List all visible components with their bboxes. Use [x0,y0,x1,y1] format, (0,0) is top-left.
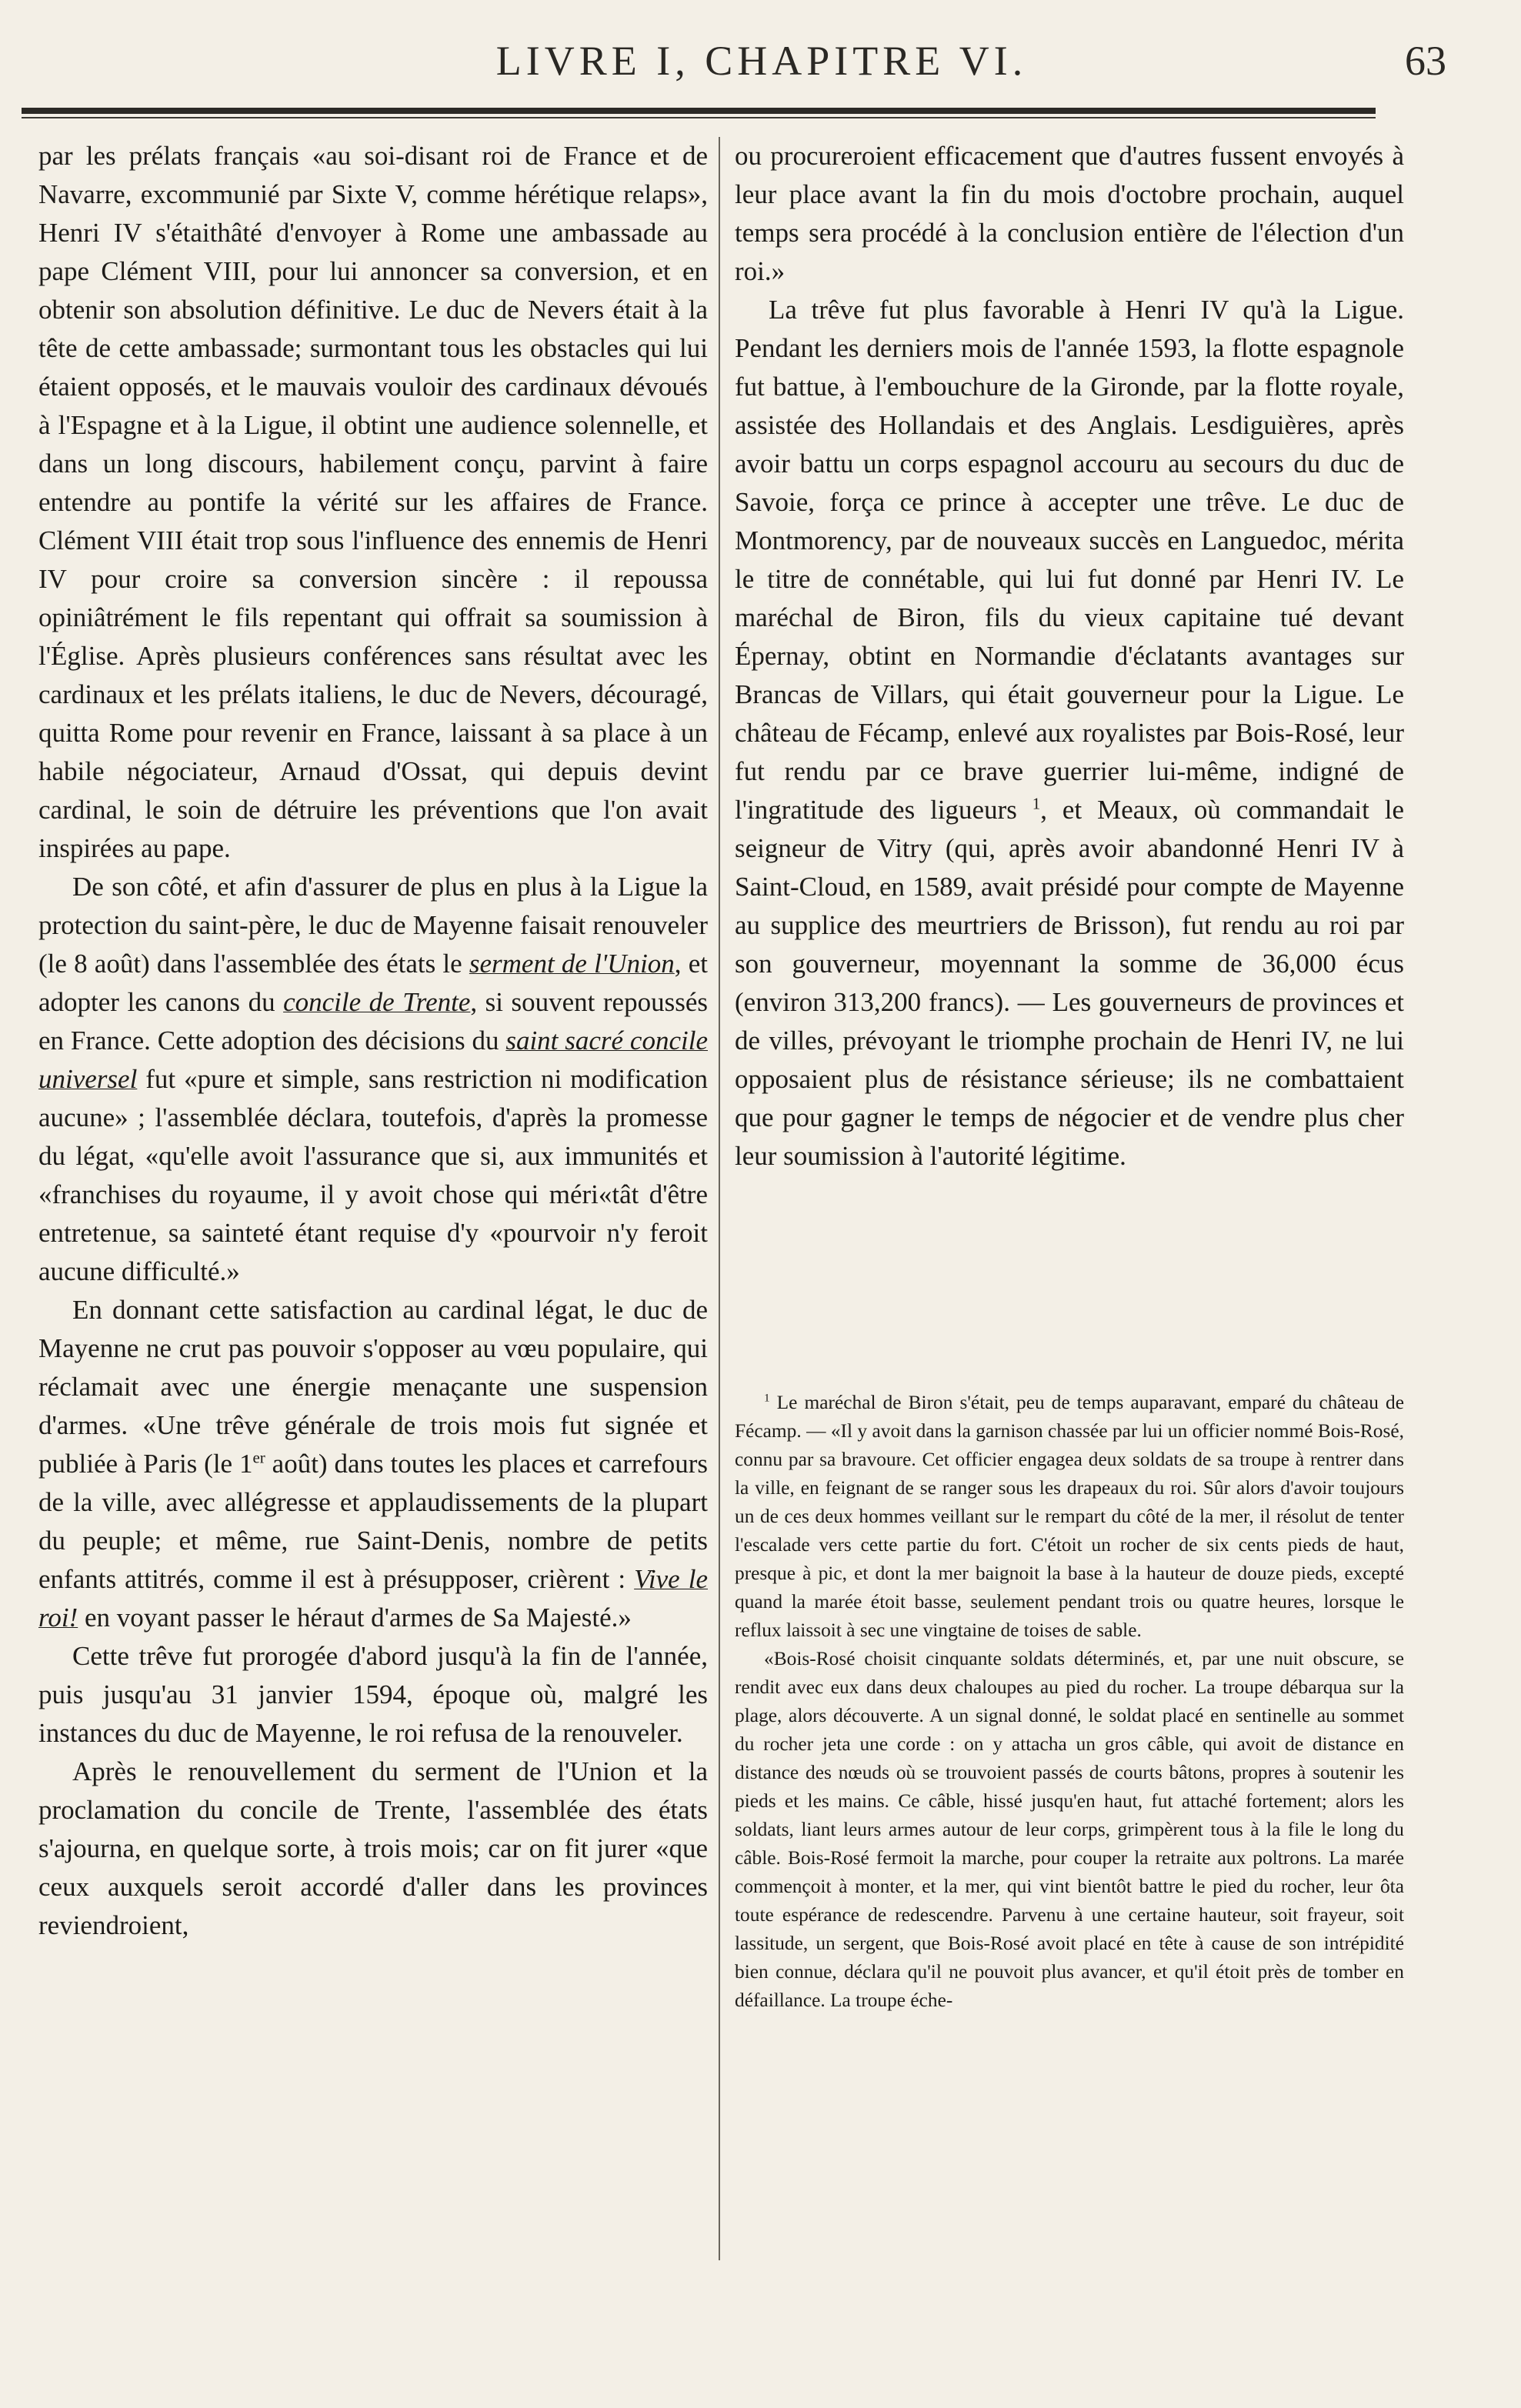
header-rule-thick [22,108,1376,114]
footnotes [735,1389,1404,2015]
italic-term: Vive le roi! [38,1564,708,1633]
header-rule-thin [22,117,1376,118]
footnote-mark: 1 [764,1391,770,1405]
italic-term: saint sacré concile universel [38,1026,708,1094]
paragraph [38,1291,708,1637]
paragraph: Cette trêve fut prorogée d'abord jusqu'à la fin de l'année, puis jusqu'au 31 janvier 1594, époque où, malgré les instances du duc de Mayenne, le roi refusa de la renouveler. [38,1641,708,1748]
running-title: LIVRE I, CHAPITRE VI. [495,38,1028,84]
paragraph [735,291,1404,1176]
paragraph-text: , et adopter les canons du [38,949,708,1017]
paragraph-text: En donnant cette satisfaction au cardinal légat, le duc de Mayenne ne crut pas pouvoir s'opposer au vœu populaire, qui réclamait avec une énergie menaçante une suspension d'armes. «Une trêve générale de trois mois fut signée et publiée à Paris (le 1 [38,1295,708,1479]
paragraph-text: De son côté, et afin d'assurer de plus en plus à la Ligue la protection du saint-père, le duc de Mayenne faisait renouveler (le 8 août) dans l'assemblée des états le [38,872,708,979]
paragraph-text: fut «pure et simple, sans restriction ni modification aucune» ; l'assemblée déclara, toutefois, d'après la promesse du légat, «qu'elle avoit l'assurance que si, aux immunités et «franchises du royaume, il y avoit chose qui méri«tât d'être entretenue, sa sainteté étant requise d'y «pourvoir n'y feroit aucune difficulté.» [38,1064,708,1286]
footnote-reference[interactable]: 1 [1032,794,1041,813]
italic-term: serment de l'Union [469,949,675,979]
paragraph-text: , si souvent repoussés en France. Cette adoption des décisions du [38,987,708,1056]
paragraph [38,868,708,1291]
paragraph [38,137,708,868]
superscript: er [252,1448,265,1467]
page-header [31,23,1493,100]
italic-term: concile de Trente [283,987,471,1017]
right-column [735,137,1404,1176]
footnote [735,1389,1404,1645]
left-column [38,137,708,1945]
paragraph-text: en voyant passer le héraut d'armes de Sa Majesté.» [78,1603,632,1633]
footnote-continuation: «Bois-Rosé choisit cinquante soldats déterminés, et, par une nuit obscure, se rendit avec eux dans deux chaloupes au pied du rocher. La troupe débarqua sur la plage, alors découverte. A un signal donné, le soldat placé en sentinelle au sommet du rocher jeta une corde : on y attacha un gros câble, qui avoit de distance en distance des nœuds où se trouvoient passés de courts bâtons, propres à soutenir les pieds et les mains. Ce câble, hissé jusqu'en haut, fut attaché fortement; alors les soldats, liant leurs armes autour de leur corps, grimpèrent tous à la file le long du câble. Bois-Rosé fermoit la marche, pour couper la retraite aux poltrons. La marée commençoit à monter, et la mer, qui vint bientôt battre le pied du rocher, leur ôta toute espérance de redescendre. Parvenu à une certaine hauteur, soit frayeur, soit lassitude, un sergent, que Bois-Rosé avoit placé en tête à cause de son intrépidité bien connue, déclara qu'il ne pouvoit plus avancer, et qu'il étoit près de tomber en défaillance. La troupe éche- [735,1648,1404,2011]
paragraph-text: , et Meaux, où commandait le seigneur de Vitry (qui, après avoir abandonné Henri IV à Saint-Cloud, en 1589, avait présidé pour compte de Mayenne au supplice des meurtriers de Brisson), fut rendu au roi par son gouverneur, moyennant la somme de 36,000 écus (environ 313,200 francs). — Les gouverneurs de provinces et de villes, prévoyant le triomphe prochain de Henri IV, ne lui opposaient plus de résistance sérieuse; ils ne combattaient que pour gagner le temps de négocier et de vendre plus cher leur soumission à l'autorité légitime. [735,795,1404,1171]
paragraph-text: par les prélats français «au soi-disant roi de France et de Navarre, excommunié par Sixte V, comme hérétique relaps», Henri IV s'étaithâté d'envoyer à Rome une ambassade au pape Clément VIII, pour lui annoncer sa conversion, et en obtenir son absolution définitive. Le duc de Nevers était à la tête de cette ambassade; surmontant tous les obstacles qui lui étaient opposés, et le mauvais vouloir des cardinaux dévoués à l'Espagne et à la Ligue, il obtint une audience solennelle, et dans un long discours, habilement conçu, parvint à faire entendre au pontife la vérité sur les affaires de France. Clément VIII était trop sous l'influence des ennemis de Henri IV pour croire sa conversion sincère : il repoussa opiniâtrément le fils repentant qui offrait sa soumission à l'Église. Après plusieurs conférences sans résultat avec les cardinaux et les prélats italiens, le duc de Nevers, découragé, quitta Rome pour revenir en France, laissant à sa place à un habile négociateur, Arnaud d'Ossat, qui depuis devint cardinal, le soin de détruire les préventions que l'on avait inspirées au pape. [38,141,708,863]
paragraph: ou procureroient efficacement que d'autres fussent envoyés à leur place avant la fin du mois d'octobre prochain, auquel temps sera procédé à la conclusion entière de l'élection d'un roi.» [735,141,1404,286]
column-divider [719,137,720,2260]
paragraph-text: août) dans toutes les places et carrefours de la ville, avec allégresse et applaudissements de la plupart du peuple; et même, rue Saint-Denis, nombre de petits enfants attitrés, comme il est à présupposer, crièrent : [38,1449,709,1594]
paragraph-text: La trêve fut plus favorable à Henri IV qu'à la Ligue. Pendant les derniers mois de l'année 1593, la flotte espagnole fut battue, à l'embouchure de la Gironde, par la flotte royale, assistée des Hollandais et des Anglais. Lesdiguières, après avoir battu un corps espagnol accouru au secours du duc de Savoie, força ce prince à accepter une trêve. Le duc de Montmorency, par de nouveaux succès en Languedoc, mérita le titre de connétable, qui lui fut donné par Henri IV. Le maréchal de Biron, fils du vieux capitaine tué devant Épernay, obtint en Normandie d'éclatants avantages sur Brancas de Villars, qui était gouverneur pour la Ligue. Le château de Fécamp, enlevé aux royalistes par Bois-Rosé, leur fut rendu par ce brave guerrier lui-même, indigné de l'ingratitude des ligueurs [735,295,1404,825]
footnote-text: Le maréchal de Biron s'était, peu de temps auparavant, emparé du château de Fécamp. — «Il y avoit dans la garnison chassée par lui un officier nommé Bois-Rosé, connu par sa bravoure. Cet officier engagea deux soldats de sa troupe à rentrer dans la ville, en feignant de se ranger sous les drapeaux du roi. Sûr alors d'avoir toujours un de ces deux hommes veillant sur le rempart du côté de la mer, il résolut de tenter l'escalade vers cette partie du fort. C'étoit un rocher de six cents pieds de haut, presque à pic, et dont la mer baignoit la base à la hauteur de douze pieds, excepté quand la marée étoit basse, seulement pendant trois ou quatre heures, lorsque le reflux laissoit à sec une vingtaine de toises de sable. [735,1392,1404,1641]
paragraph: Après le renouvellement du serment de l'Union et la proclamation du concile de Trente, l'assemblée des états s'ajourna, en quelque sorte, à trois mois; car on fit jurer «que ceux auxquels seroit accordé d'aller dans les provinces reviendroient, [38,1756,708,1940]
page-number: 63 [1405,38,1446,84]
